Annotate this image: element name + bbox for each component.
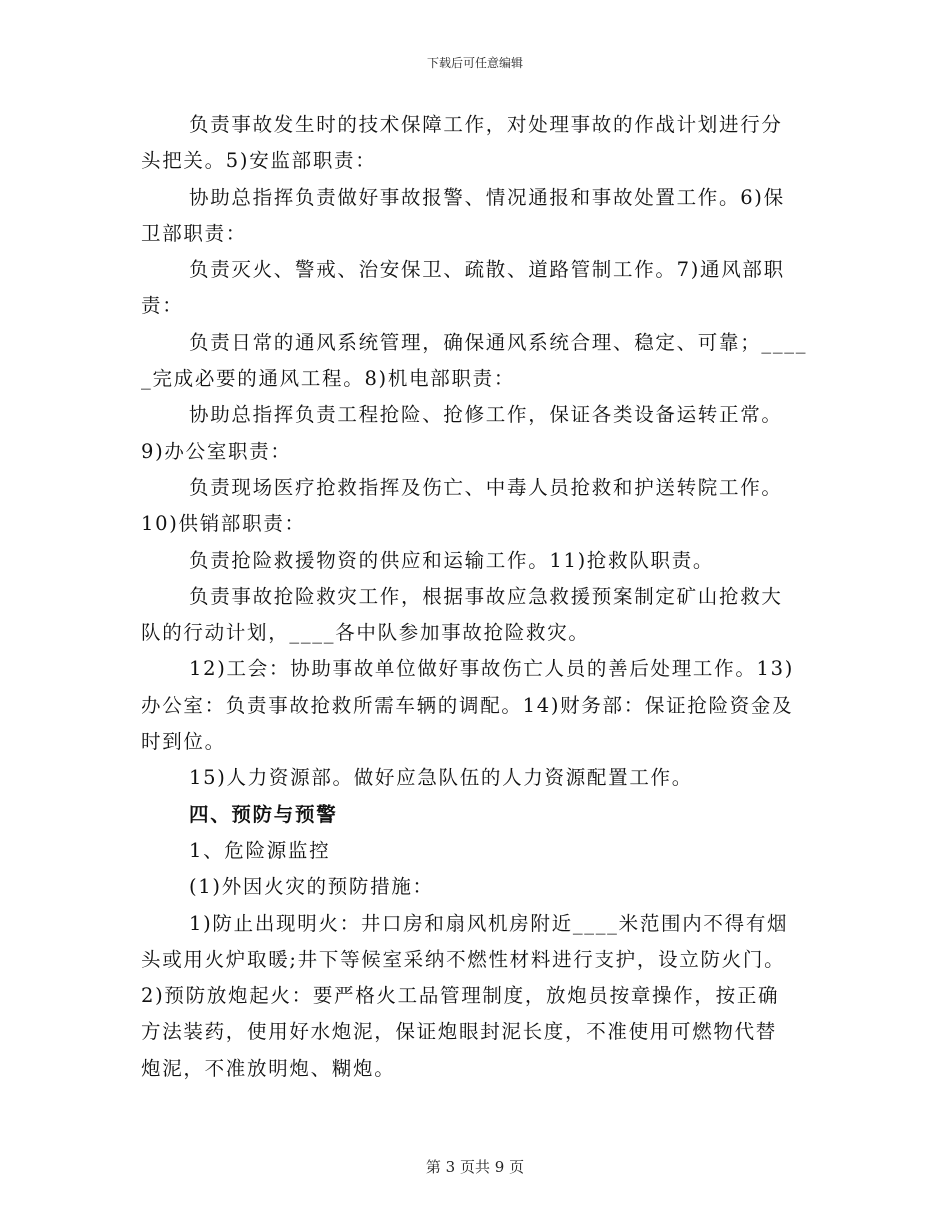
text-line: 负责事故发生时的技术保障工作，对处理事故的作战计划进行分 [189,113,783,136]
text-line: 卫部职责： [141,221,248,245]
text-line: 负责事故抢险救灾工作，根据事故应急救援预案制定矿山抢救大 [189,584,783,608]
text-line: (1)外因火灾的预防措施： [189,875,434,899]
text-line: 负责抢险救援物资的供应和运输工作。11)抢救队职责。 [189,548,715,572]
text-line: 2)预防放炮起火：要严格火工品管理制度，放炮员按章操作，按正确 [141,984,780,1008]
section-heading: 四、预防与预警 [189,802,338,826]
text-line: 15)人力资源部。做好应急队伍的人力资源配置工作。 [189,766,693,790]
text-line: 时到位。 [141,730,226,754]
text-line: 1、危险源监控 [189,838,331,862]
text-line: 协助总指挥负责工程抢险、抢修工作，保证各类设备运转正常。 [189,403,783,427]
text-line: 9)办公室职责： [141,439,292,463]
text-line: 炮泥，不准放明炮、糊炮。 [141,1056,396,1080]
text-line: 负责日常的通风系统管理，确保通风系统合理、稳定、可靠；____ [189,330,808,354]
text-line: 协助总指挥负责做好事故报警、情况通报和事故处置工作。6)保 [189,185,785,209]
text-line: 方法装药，使用好水炮泥，保证炮眼封泥长度，不准使用可燃物代替 [141,1020,778,1044]
document-body [141,107,811,1087]
text-line: 责： [141,294,184,318]
page-footer: 第 3 页共 9 页 [425,1158,525,1176]
text-line: 负责灭火、警戒、治安保卫、疏散、道路管制工作。7)通风部职 [189,258,785,282]
page-header: 下载后可任意编辑 [426,56,523,70]
text-line: 队的行动计划，____各中队参加事故抢险救灾。 [141,621,590,645]
text-line: 12)工会：协助事故单位做好事故伤亡人员的善后处理工作。13) [189,657,795,681]
text-line: 头或用火炉取暖;井下等候室采纳不燃性材料进行支护，设立防火门。 [141,947,786,971]
text-line: 头把关。5)安监部职责： [141,149,377,173]
text-line: 10)供销部职责： [141,512,306,536]
text-line: _完成必要的通风工程。8)机电部职责： [141,367,516,391]
text-line: 负责现场医疗抢救指挥及伤亡、中毒人员抢救和护送转院工作。 [189,475,783,499]
text-line: 1)防止出现明火：井口房和扇风机房附近____米范围内不得有烟 [189,911,789,935]
text-line: 办公室：负责事故抢救所需车辆的调配。14)财务部：保证抢险资金及 [141,693,794,717]
